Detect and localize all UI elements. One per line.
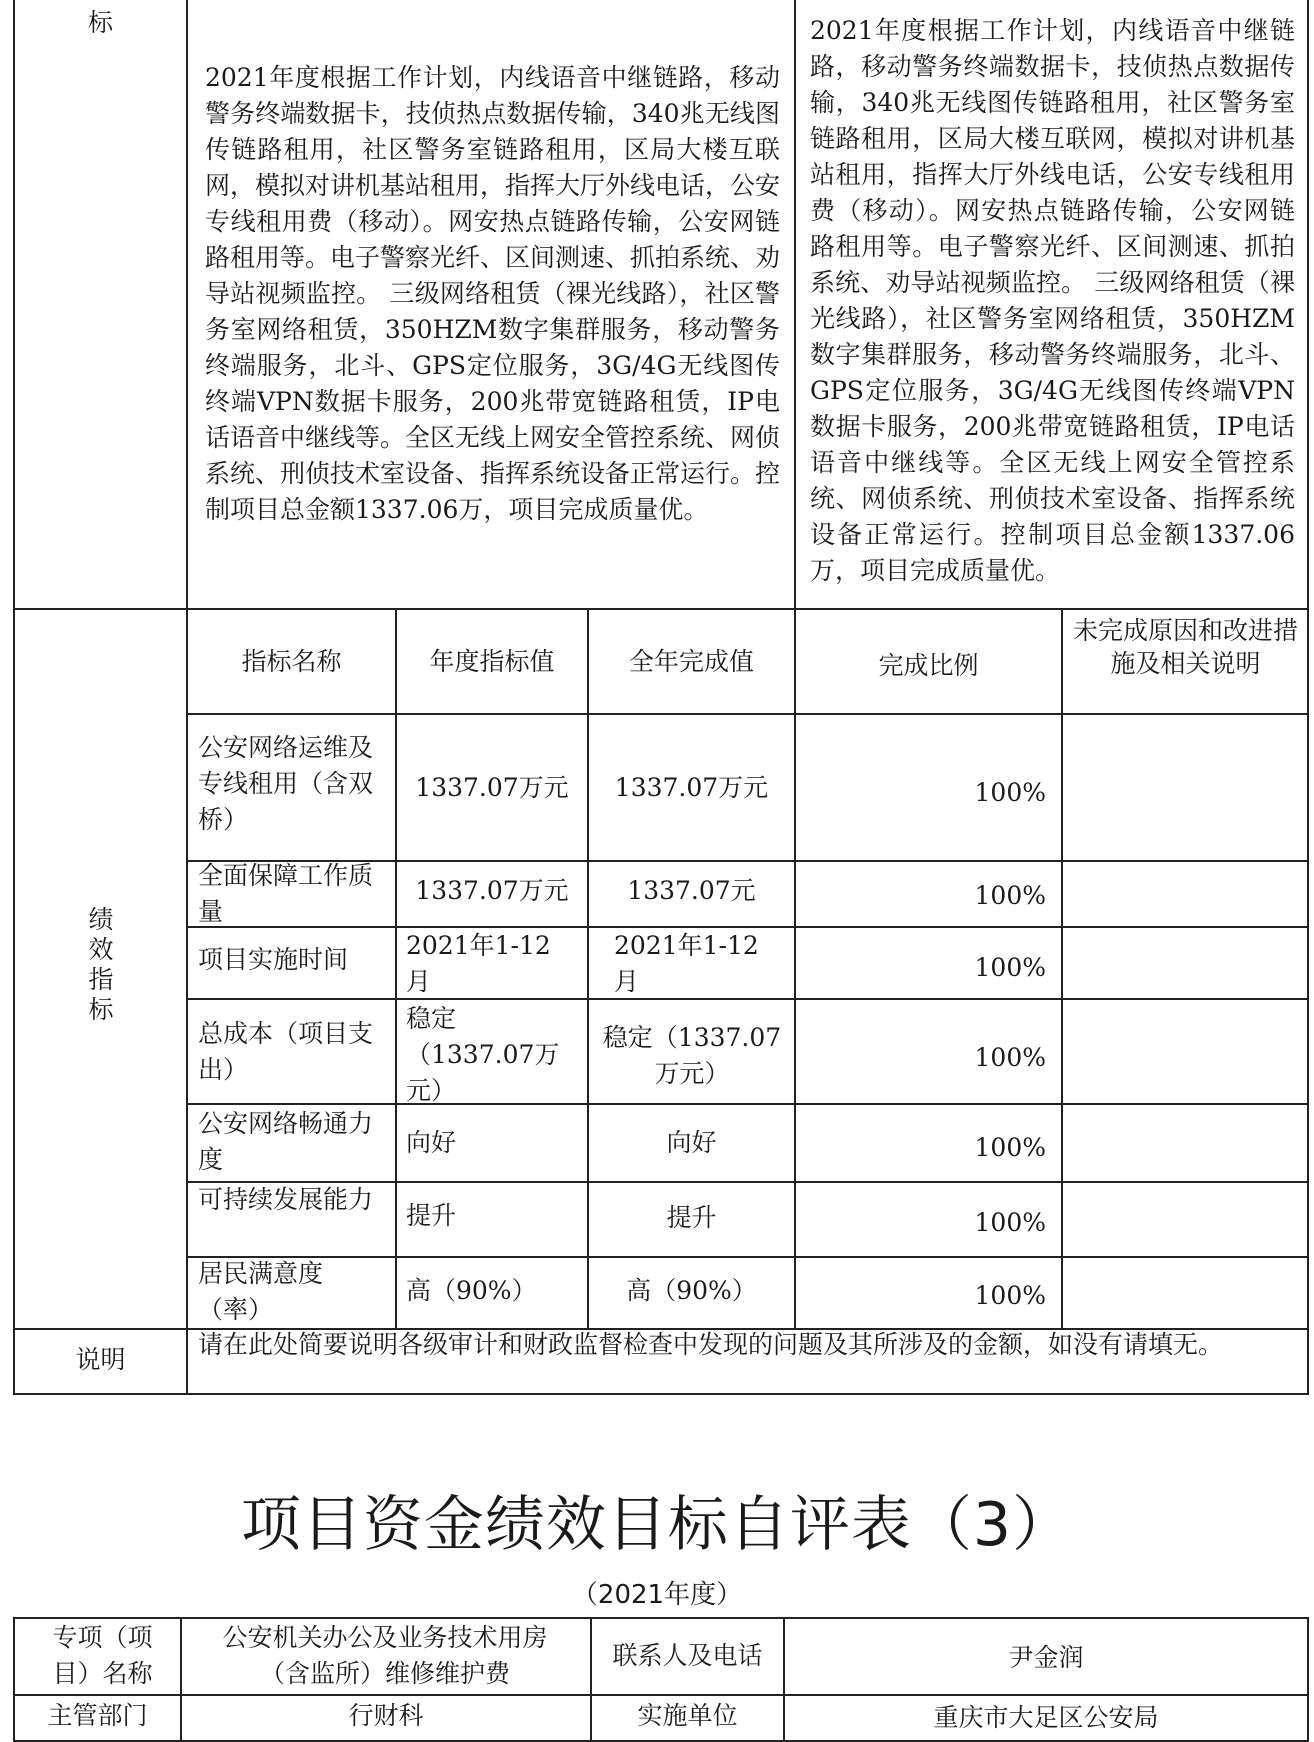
row-ratio: 100% bbox=[974, 1208, 1046, 1237]
row-actual: 2021年1-12月 bbox=[614, 931, 759, 996]
project-value: 公安机关办公及业务技术用房（含监所）维修维护费 bbox=[222, 1623, 548, 1688]
row-actual: 1337.07元 bbox=[627, 876, 756, 905]
header-indicator-name: 指标名称 bbox=[241, 647, 342, 676]
row-ratio: 100% bbox=[974, 881, 1046, 910]
grid-col-1 bbox=[395, 610, 397, 1330]
row-ratio: 100% bbox=[974, 1133, 1046, 1162]
row-ratio: 100% bbox=[974, 953, 1046, 982]
note-text: 请在此处简要说明各级审计和财政监督检查中发现的问题及其所涉及的金额，如没有请填无。 bbox=[198, 1330, 1224, 1359]
row-target: 稳定（1337.07万元） bbox=[406, 1004, 560, 1105]
row-target: 高（90%） bbox=[406, 1276, 537, 1305]
row-target: 向好 bbox=[406, 1128, 457, 1157]
form-title: 项目资金绩效目标自评表（3） bbox=[240, 1490, 1074, 1560]
row-name: 总成本（项目支出） bbox=[198, 1019, 374, 1084]
form-year: （2021年度） bbox=[571, 1580, 743, 1610]
row-line-note-end bbox=[13, 1393, 1309, 1395]
row-line-header bbox=[186, 713, 1309, 715]
row-name: 可持续发展能力 bbox=[198, 1185, 374, 1214]
row-line-4 bbox=[186, 1103, 1309, 1105]
row-target: 1337.07万元 bbox=[415, 876, 569, 905]
target-divider bbox=[794, 0, 796, 610]
header-reason: 未完成原因和改进措施及相关说明 bbox=[1072, 616, 1298, 678]
table-divider-label bbox=[186, 0, 188, 1393]
project-label: 专项（项目）名称 bbox=[52, 1623, 153, 1688]
row-actual: 向好 bbox=[666, 1128, 717, 1157]
row-actual: 1337.07万元 bbox=[614, 773, 769, 802]
row-name: 全面保障工作质量 bbox=[198, 861, 374, 926]
row-target: 1337.07万元 bbox=[415, 773, 569, 802]
row-ratio: 100% bbox=[974, 1281, 1046, 1310]
row-name: 公安网络运维及专线租用（含双桥） bbox=[198, 733, 374, 834]
row-name: 居民满意度（率） bbox=[198, 1259, 324, 1324]
header-completion-ratio: 完成比例 bbox=[878, 651, 979, 680]
perf-label: 绩效指标 bbox=[88, 905, 114, 1024]
note-label: 说明 bbox=[75, 1345, 126, 1374]
header-annual-actual: 全年完成值 bbox=[628, 647, 754, 676]
impl-label: 实施单位 bbox=[637, 1701, 738, 1730]
row-name: 公安网络畅通力度 bbox=[198, 1109, 374, 1174]
annual-actual-text: 2021年度根据工作计划，内线语音中继链路，移动警务终端数据卡，技侦热点数据传输，340兆无线图传链路租用，社区警务室链路租用，区局大楼互联网，模拟对讲机基站租用，指挥大厅外线电话，公安专线租用费（移动）。网安热点链路传输，公安网链路租用等。电子警察光纤、区间测速、抓拍系统、劝导站视频监控。 三级网络租赁（裸光线路），社区警务室网络租赁，350HZM数字集群服务，移动警务终端服务，北斗、GPS定位服务，3G/4G无线图传终端VPN数据卡服务，200兆带宽链路租赁，IP电话语音中继线等。全区无线上网安全管控系统、网侦系统、刑侦技术室设备、指挥系统设备正常运行。控制项目总金额1337.06万，项目完成质量优。 bbox=[810, 16, 1295, 585]
annual-target-text: 2021年度根据工作计划，内线语音中继链路，移动警务终端数据卡，技侦热点数据传输，340兆无线图传链路租用，社区警务室链路租用，区局大楼互联网，模拟对讲机基站租用，指挥大厅外线电话，公安专线租用费（移动）。网安热点链路传输，公安网链路租用等。电子警察光纤、区间测速、抓拍系统、劝导站视频监控。 三级网络租赁（裸光线路），社区警务室网络租赁，350HZM数字集群服务，移动警务终端服务，北斗、GPS定位服务，3G/4G无线图传终端VPN数据卡服务，200兆带宽链路租赁，IP电话语音中继线等。全区无线上网安全管控系统、网侦系统、刑侦技术室设备、指挥系统设备正常运行。控制项目总金额1337.06万，项目完成质量优。 bbox=[205, 63, 781, 524]
contact-label: 联系人及电话 bbox=[612, 1641, 763, 1670]
row-actual: 稳定（1337.07万元） bbox=[602, 1023, 782, 1088]
info-border-right bbox=[1307, 1617, 1309, 1741]
row-target: 提升 bbox=[406, 1201, 457, 1230]
table-border-right bbox=[1307, 0, 1309, 1393]
impl-value: 重庆市大足区公安局 bbox=[933, 1703, 1159, 1732]
table-border-left bbox=[13, 0, 15, 1393]
dept-label: 主管部门 bbox=[47, 1701, 148, 1730]
header-annual-target: 年度指标值 bbox=[429, 647, 555, 676]
dept-value: 行财科 bbox=[348, 1701, 424, 1730]
row-ratio: 100% bbox=[974, 778, 1046, 807]
row-ratio: 100% bbox=[974, 1043, 1046, 1072]
row-actual: 提升 bbox=[666, 1203, 717, 1232]
row-name: 项目实施时间 bbox=[198, 945, 349, 974]
row-line-target-end bbox=[13, 608, 1309, 610]
info-line-mid bbox=[13, 1694, 1309, 1696]
contact-value: 尹金润 bbox=[1008, 1643, 1084, 1672]
grid-col-4 bbox=[1061, 610, 1063, 1330]
info-line-top bbox=[13, 1617, 1309, 1619]
row-actual: 高（90%） bbox=[626, 1276, 757, 1305]
row-target: 2021年1-12月 bbox=[406, 931, 551, 996]
target-label: 标 bbox=[87, 8, 113, 37]
